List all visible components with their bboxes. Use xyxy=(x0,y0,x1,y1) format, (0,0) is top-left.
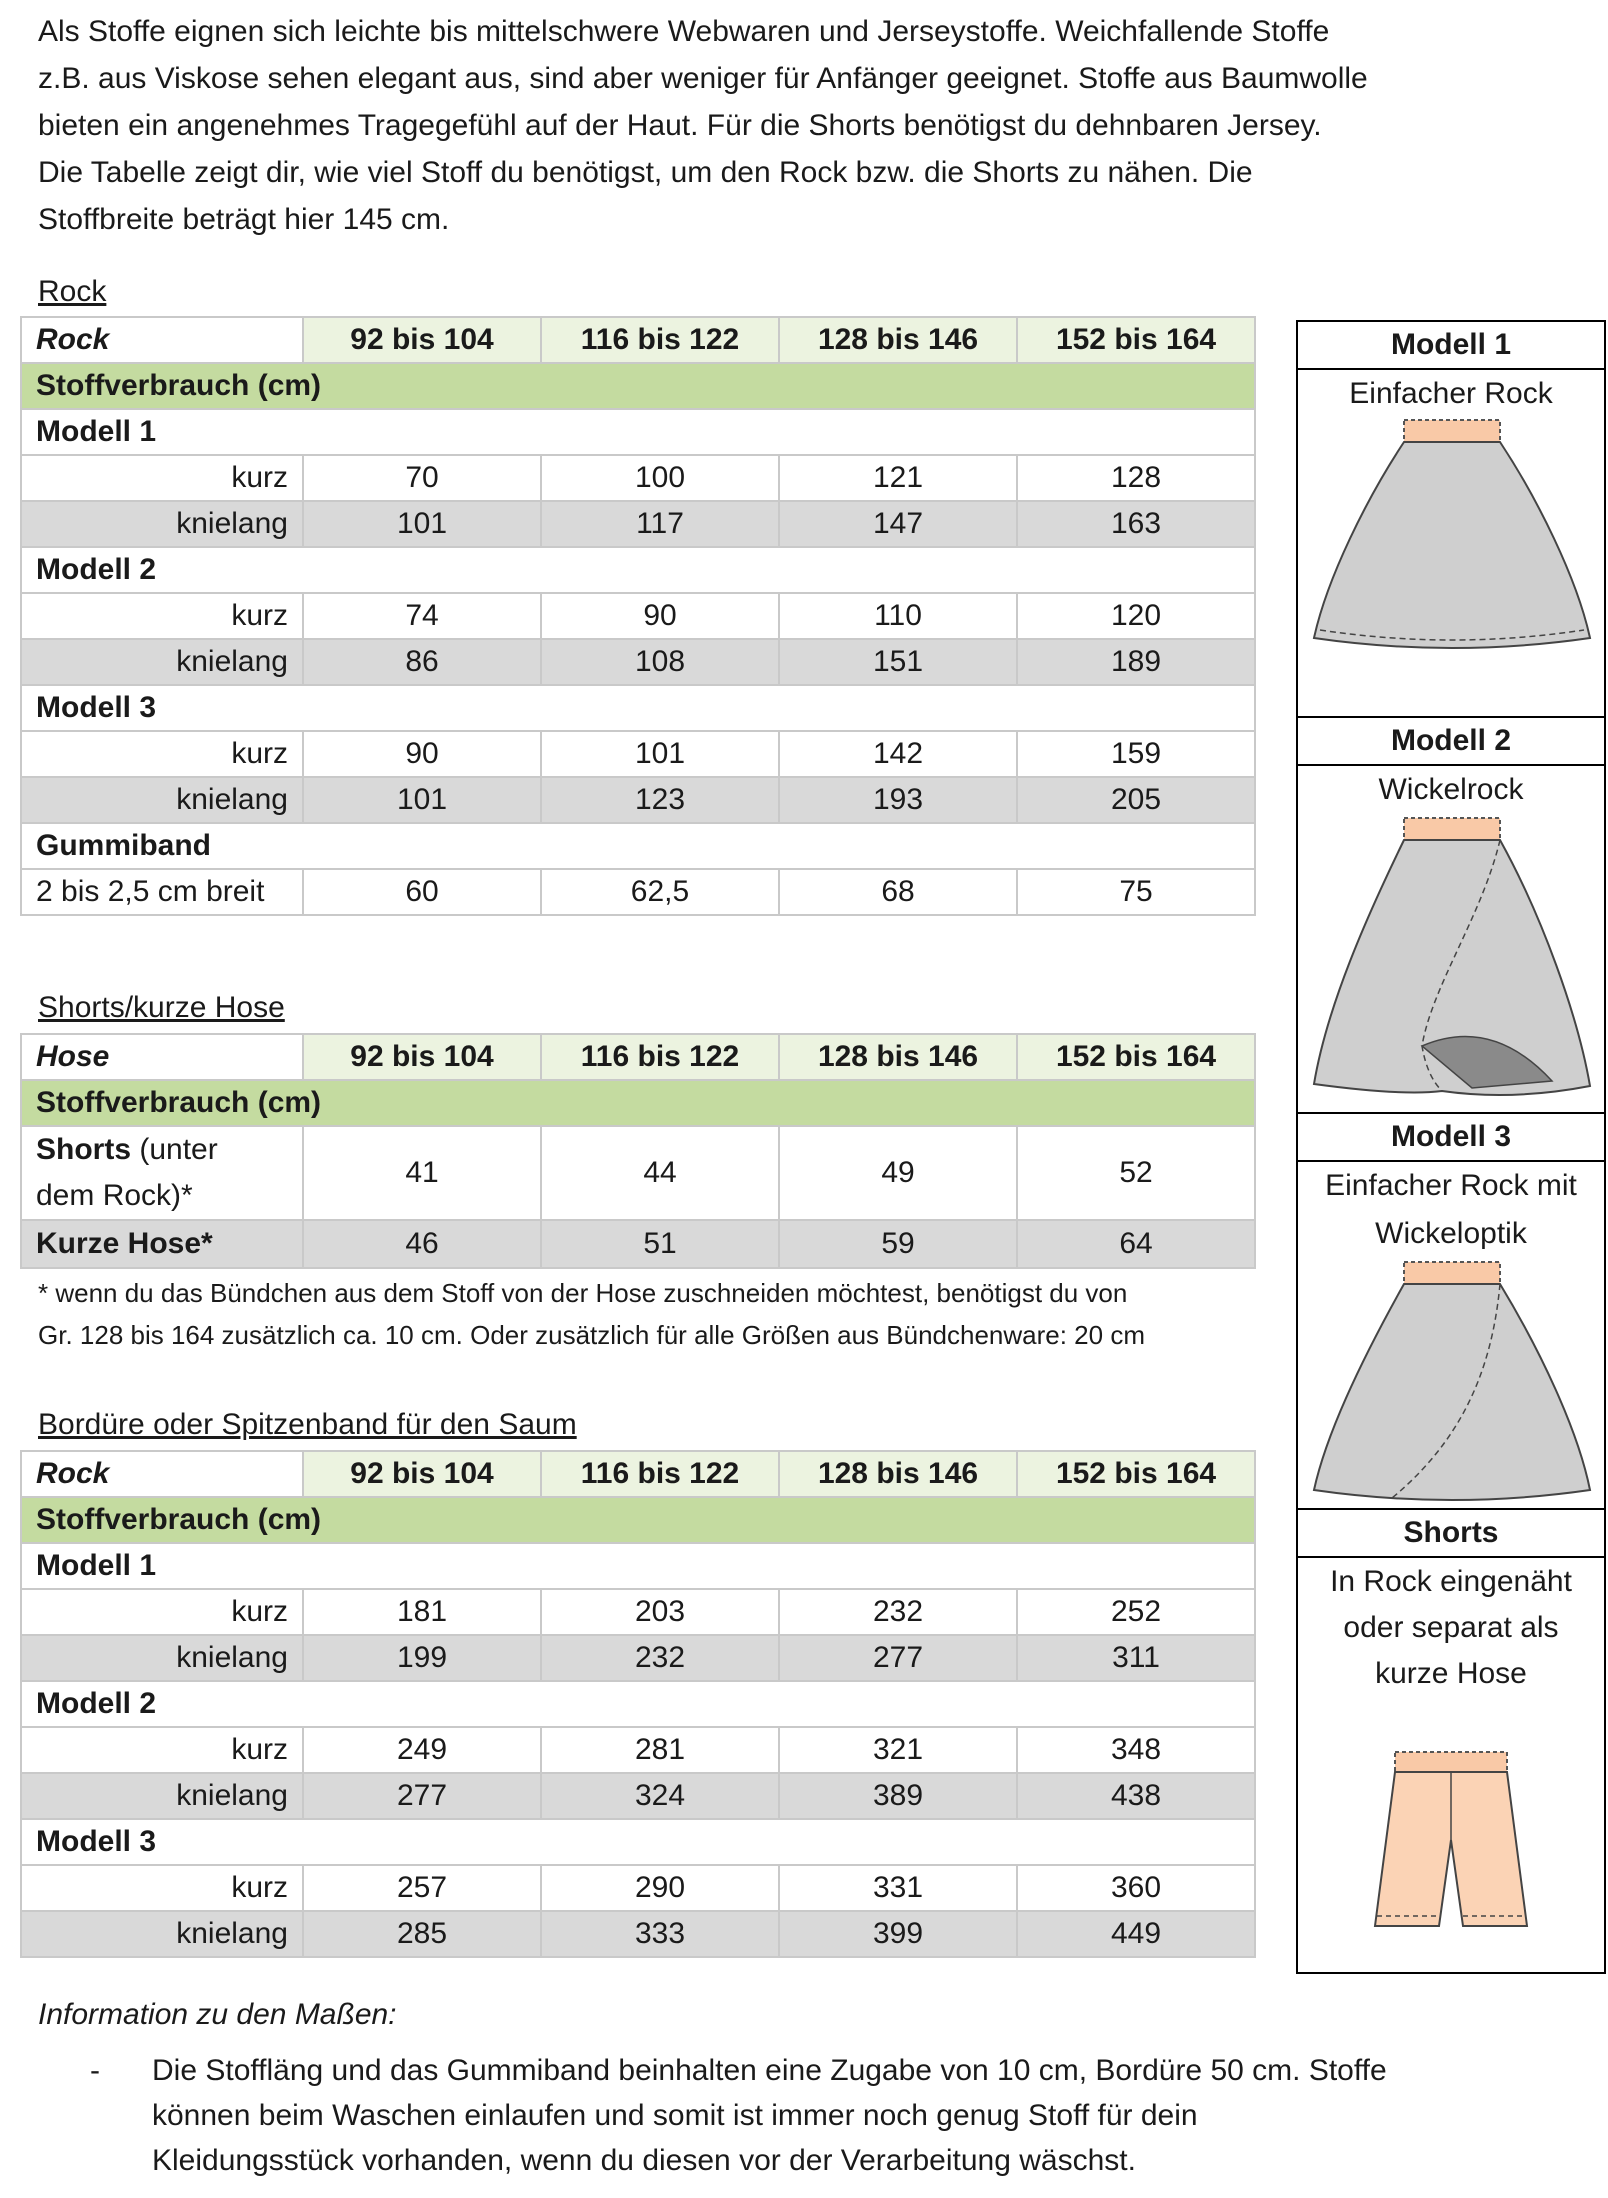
table-cell: 449 xyxy=(1017,1911,1255,1957)
table-cell: 101 xyxy=(541,731,779,777)
size-header: 116 bis 122 xyxy=(541,1451,779,1497)
row-label: kurz xyxy=(21,593,303,639)
row-label: Kurze Hose* xyxy=(21,1220,303,1268)
table-cell: 147 xyxy=(779,501,1017,547)
table-cell: 101 xyxy=(303,501,541,547)
row-label: kurz xyxy=(21,1727,303,1773)
table-cell: 277 xyxy=(779,1635,1017,1681)
size-header: 152 bis 164 xyxy=(1017,1451,1255,1497)
table-row xyxy=(21,731,1255,777)
row-label: 2 bis 2,5 cm breit xyxy=(21,869,303,915)
consumption-label: Stoffverbrauch (cm) xyxy=(21,1080,1255,1126)
table-cell: 100 xyxy=(541,455,779,501)
table-cell: 399 xyxy=(779,1911,1017,1957)
size-header: 128 bis 146 xyxy=(779,1034,1017,1080)
row-label xyxy=(21,1126,303,1220)
row-label-line2: dem Rock)* xyxy=(36,1179,193,1212)
header-label: Rock xyxy=(21,1451,303,1497)
table-cell: 311 xyxy=(1017,1635,1255,1681)
panel-title-model1: Modell 1 xyxy=(1298,322,1604,370)
table-cell: 331 xyxy=(779,1865,1017,1911)
table-cell: 121 xyxy=(779,455,1017,501)
row-label-rest: (unter xyxy=(131,1133,218,1166)
panel-desc-model3-line2: Wickeloptik xyxy=(1375,1217,1527,1250)
intro-paragraph xyxy=(38,8,1438,243)
table-row xyxy=(21,869,1255,915)
skirt-model2-icon xyxy=(1312,816,1592,1106)
table-cell: 108 xyxy=(541,639,779,685)
table-cell: 117 xyxy=(541,501,779,547)
table-cell: 62,5 xyxy=(541,869,779,915)
table-cell: 51 xyxy=(541,1220,779,1268)
list-dash: - xyxy=(90,2054,100,2087)
table-cell: 205 xyxy=(1017,777,1255,823)
table-cell: 74 xyxy=(303,593,541,639)
table-cell: 249 xyxy=(303,1727,541,1773)
size-header: 116 bis 122 xyxy=(541,1034,779,1080)
table-cell: 324 xyxy=(541,1773,779,1819)
rock-section-title: Rock xyxy=(38,275,107,308)
table-cell: 252 xyxy=(1017,1589,1255,1635)
size-header: 92 bis 104 xyxy=(303,1034,541,1080)
panel-title-shorts: Shorts xyxy=(1298,1510,1604,1558)
table-cell: 101 xyxy=(303,777,541,823)
table-cell: 348 xyxy=(1017,1727,1255,1773)
row-label: knielang xyxy=(21,1773,303,1819)
footnote-line: Gr. 128 bis 164 zusätzlich ca. 10 cm. Oder zusätzlich für alle Größen aus Bündchenware: 20 cm xyxy=(38,1320,1145,1350)
consumption-label: Stoffverbrauch (cm) xyxy=(21,1497,1255,1543)
table-cell: 52 xyxy=(1017,1126,1255,1220)
table-row xyxy=(21,1773,1255,1819)
table-cell: 257 xyxy=(303,1865,541,1911)
panel-desc-shorts-line3: kurze Hose xyxy=(1375,1657,1527,1690)
table-cell: 49 xyxy=(779,1126,1017,1220)
panel-title-model3: Modell 3 xyxy=(1298,1114,1604,1162)
table-cell: 203 xyxy=(541,1589,779,1635)
rock-table xyxy=(20,316,1256,916)
table-cell: 151 xyxy=(779,639,1017,685)
table-cell: 232 xyxy=(541,1635,779,1681)
table-row xyxy=(21,1865,1255,1911)
panel-desc-model1: Einfacher Rock xyxy=(1349,377,1553,410)
table-row xyxy=(21,777,1255,823)
size-header: 152 bis 164 xyxy=(1017,1034,1255,1080)
table-cell: 123 xyxy=(541,777,779,823)
table-header-row xyxy=(21,1451,1255,1497)
table-cell: 199 xyxy=(303,1635,541,1681)
table-row xyxy=(21,1911,1255,1957)
table-cell: 232 xyxy=(779,1589,1017,1635)
model-label: Modell 3 xyxy=(21,685,1255,731)
row-label: knielang xyxy=(21,777,303,823)
table-header-row xyxy=(21,317,1255,363)
table-cell: 321 xyxy=(779,1727,1017,1773)
table-cell: 285 xyxy=(303,1911,541,1957)
table-cell: 438 xyxy=(1017,1773,1255,1819)
size-header: 128 bis 146 xyxy=(779,317,1017,363)
table-cell: 142 xyxy=(779,731,1017,777)
table-cell: 90 xyxy=(541,593,779,639)
table-row xyxy=(21,1126,1255,1220)
border-table xyxy=(20,1450,1256,1958)
model-label: Modell 1 xyxy=(21,409,1255,455)
table-cell: 86 xyxy=(303,639,541,685)
size-header: 92 bis 104 xyxy=(303,317,541,363)
header-label: Hose xyxy=(21,1034,303,1080)
model-label: Modell 2 xyxy=(21,547,1255,593)
intro-line: Stoffbreite beträgt hier 145 cm. xyxy=(38,203,450,236)
table-cell: 181 xyxy=(303,1589,541,1635)
table-cell: 46 xyxy=(303,1220,541,1268)
table-cell: 360 xyxy=(1017,1865,1255,1911)
row-label: kurz xyxy=(21,455,303,501)
table-cell: 44 xyxy=(541,1126,779,1220)
row-label: knielang xyxy=(21,1635,303,1681)
table-cell: 389 xyxy=(779,1773,1017,1819)
header-label: Rock xyxy=(21,317,303,363)
model-label: Modell 2 xyxy=(21,1681,1255,1727)
row-label-bold: Shorts xyxy=(36,1133,132,1166)
table-cell: 70 xyxy=(303,455,541,501)
table-cell: 110 xyxy=(779,593,1017,639)
info-line: Die Stoffläng und das Gummiband beinhalten eine Zugabe von 10 cm, Bordüre 50 cm. Stoffe xyxy=(152,2054,1387,2087)
table-cell: 64 xyxy=(1017,1220,1255,1268)
size-header: 152 bis 164 xyxy=(1017,317,1255,363)
shorts-icon xyxy=(1371,1750,1531,1940)
model-label: Modell 3 xyxy=(21,1819,1255,1865)
row-label: knielang xyxy=(21,1911,303,1957)
intro-line: z.B. aus Viskose sehen elegant aus, sind aber weniger für Anfänger geeignet. Stoffe aus Baumwolle xyxy=(38,62,1368,95)
table-row xyxy=(21,501,1255,547)
table-row xyxy=(21,1220,1255,1268)
table-row xyxy=(21,593,1255,639)
panel-desc-shorts-line2: oder separat als xyxy=(1343,1611,1559,1644)
model-illustration-panel xyxy=(1296,320,1606,1974)
table-cell: 333 xyxy=(541,1911,779,1957)
panel-desc-model3-line1: Einfacher Rock mit xyxy=(1325,1169,1577,1202)
size-header: 116 bis 122 xyxy=(541,317,779,363)
table-cell: 189 xyxy=(1017,639,1255,685)
table-cell: 75 xyxy=(1017,869,1255,915)
table-cell: 41 xyxy=(303,1126,541,1220)
row-label: knielang xyxy=(21,639,303,685)
row-label: kurz xyxy=(21,1865,303,1911)
row-label: knielang xyxy=(21,501,303,547)
table-cell: 90 xyxy=(303,731,541,777)
table-cell: 60 xyxy=(303,869,541,915)
row-label: kurz xyxy=(21,731,303,777)
size-header: 92 bis 104 xyxy=(303,1451,541,1497)
table-cell: 163 xyxy=(1017,501,1255,547)
model-label: Modell 1 xyxy=(21,1543,1255,1589)
table-cell: 290 xyxy=(541,1865,779,1911)
row-label: kurz xyxy=(21,1589,303,1635)
table-cell: 281 xyxy=(541,1727,779,1773)
skirt-model1-icon xyxy=(1312,418,1592,658)
table-cell: 128 xyxy=(1017,455,1255,501)
info-text xyxy=(152,2048,1552,2183)
intro-line: Als Stoffe eignen sich leichte bis mittelschwere Webwaren und Jerseystoffe. Weichfallende Stoffe xyxy=(38,15,1330,48)
model-label: Gummiband xyxy=(21,823,1255,869)
table-cell: 68 xyxy=(779,869,1017,915)
table-cell: 277 xyxy=(303,1773,541,1819)
table-cell: 120 xyxy=(1017,593,1255,639)
shorts-footnote xyxy=(38,1272,1145,1356)
size-header: 128 bis 146 xyxy=(779,1451,1017,1497)
shorts-section-title: Shorts/kurze Hose xyxy=(38,991,285,1024)
table-row xyxy=(21,1727,1255,1773)
table-row xyxy=(21,639,1255,685)
table-row xyxy=(21,1589,1255,1635)
footnote-line: * wenn du das Bündchen aus dem Stoff von der Hose zuschneiden möchtest, benötigst du von xyxy=(38,1278,1128,1308)
info-title: Information zu den Maßen: xyxy=(38,1998,397,2031)
intro-line: Die Tabelle zeigt dir, wie viel Stoff du benötigst, um den Rock bzw. die Shorts zu nähen. Die xyxy=(38,156,1253,189)
table-row xyxy=(21,1635,1255,1681)
info-line: können beim Waschen einlaufen und somit ist immer noch genug Stoff für dein xyxy=(152,2099,1198,2132)
table-row xyxy=(21,455,1255,501)
panel-desc-model2: Wickelrock xyxy=(1378,773,1524,806)
intro-line: bieten ein angenehmes Tragegefühl auf der Haut. Für die Shorts benötigst du dehnbaren Jersey. xyxy=(38,109,1322,142)
panel-title-model2: Modell 2 xyxy=(1298,718,1604,766)
skirt-model3-icon xyxy=(1312,1260,1592,1510)
info-line: Kleidungsstück vorhanden, wenn du diesen vor der Verarbeitung wäschst. xyxy=(152,2144,1136,2177)
table-cell: 59 xyxy=(779,1220,1017,1268)
table-header-row xyxy=(21,1034,1255,1080)
consumption-label: Stoffverbrauch (cm) xyxy=(21,363,1255,409)
table-cell: 159 xyxy=(1017,731,1255,777)
border-section-title: Bordüre oder Spitzenband für den Saum xyxy=(38,1408,577,1441)
panel-desc-shorts-line1: In Rock eingenäht xyxy=(1330,1565,1572,1598)
table-cell: 193 xyxy=(779,777,1017,823)
shorts-table xyxy=(20,1033,1256,1269)
